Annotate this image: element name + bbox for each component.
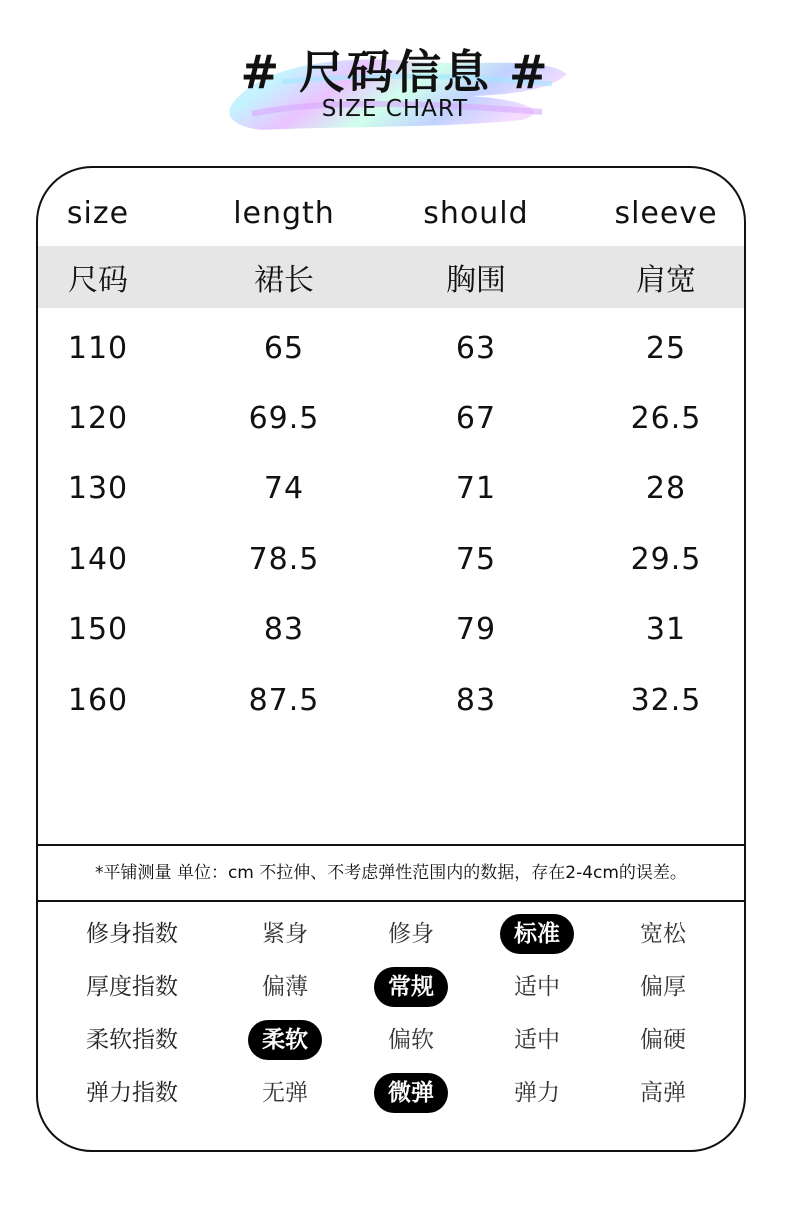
table-row xyxy=(38,599,744,659)
index-option: 偏软 xyxy=(388,1027,434,1053)
cell-chest: 83 xyxy=(455,682,497,718)
index-option-selected: 柔软 xyxy=(248,1020,322,1060)
cell-shoulder: 28 xyxy=(645,470,687,506)
index-row-fit xyxy=(38,914,744,960)
cell-shoulder: 25 xyxy=(645,330,687,366)
cell-size: 130 xyxy=(67,470,129,506)
index-label: 柔软指数 xyxy=(86,1027,178,1053)
cell-size: 160 xyxy=(67,682,129,718)
index-label: 弹力指数 xyxy=(86,1080,178,1106)
index-option: 偏硬 xyxy=(640,1027,686,1053)
index-row-softness xyxy=(38,1020,744,1066)
table-row xyxy=(38,388,744,448)
index-option: 无弹 xyxy=(262,1080,308,1106)
cell-shoulder: 29.5 xyxy=(630,541,702,577)
table-row xyxy=(38,529,744,589)
header-length: length xyxy=(233,195,335,231)
header-cn-size: 尺码 xyxy=(68,263,128,298)
header-should: should xyxy=(423,195,529,231)
index-option-selected: 微弹 xyxy=(374,1073,448,1113)
cell-size: 150 xyxy=(67,611,129,647)
header xyxy=(0,0,790,150)
index-option-selected: 常规 xyxy=(374,967,448,1007)
cell-shoulder: 26.5 xyxy=(630,400,702,436)
header-sleeve: sleeve xyxy=(614,195,718,231)
cell-size: 120 xyxy=(67,400,129,436)
cell-shoulder: 32.5 xyxy=(630,682,702,718)
table-header-cn xyxy=(38,246,744,308)
index-option: 偏厚 xyxy=(640,974,686,1000)
header-cn-length: 裙长 xyxy=(254,263,314,298)
page-subtitle: SIZE CHART xyxy=(321,96,469,122)
index-option: 偏薄 xyxy=(262,974,308,1000)
index-option: 弹力 xyxy=(514,1080,560,1106)
index-row-elasticity xyxy=(38,1073,744,1119)
cell-shoulder: 31 xyxy=(645,611,687,647)
index-row-thickness xyxy=(38,967,744,1013)
cell-chest: 63 xyxy=(455,330,497,366)
table-header-en xyxy=(38,178,744,248)
index-option: 适中 xyxy=(514,1027,560,1053)
cell-chest: 79 xyxy=(455,611,497,647)
cell-length: 78.5 xyxy=(248,541,320,577)
cell-size: 140 xyxy=(67,541,129,577)
cell-length: 83 xyxy=(263,611,305,647)
header-size: size xyxy=(66,195,130,231)
cell-length: 65 xyxy=(263,330,305,366)
index-option: 修身 xyxy=(388,921,434,947)
table-row xyxy=(38,458,744,518)
divider xyxy=(38,900,744,902)
cell-length: 69.5 xyxy=(248,400,320,436)
index-option-selected: 标准 xyxy=(500,914,574,954)
table-row xyxy=(38,318,744,378)
cell-chest: 71 xyxy=(455,470,497,506)
index-option: 适中 xyxy=(514,974,560,1000)
cell-size: 110 xyxy=(67,330,129,366)
index-label: 修身指数 xyxy=(86,921,178,947)
cell-chest: 67 xyxy=(455,400,497,436)
index-option: 紧身 xyxy=(262,921,308,947)
index-label: 厚度指数 xyxy=(86,974,178,1000)
cell-length: 87.5 xyxy=(248,682,320,718)
page-title: # 尺码信息 # xyxy=(240,45,550,99)
size-chart-card xyxy=(36,166,746,1152)
header-cn-chest: 胸围 xyxy=(446,263,506,298)
index-option: 高弹 xyxy=(640,1080,686,1106)
header-cn-shoulder: 肩宽 xyxy=(636,263,696,298)
cell-chest: 75 xyxy=(455,541,497,577)
index-option: 宽松 xyxy=(640,921,686,947)
measurement-note: *平铺测量 单位：cm 不拉伸、不考虑弹性范围内的数据，存在2-4cm的误差。 xyxy=(95,863,687,883)
cell-length: 74 xyxy=(263,470,305,506)
table-row xyxy=(38,670,744,730)
